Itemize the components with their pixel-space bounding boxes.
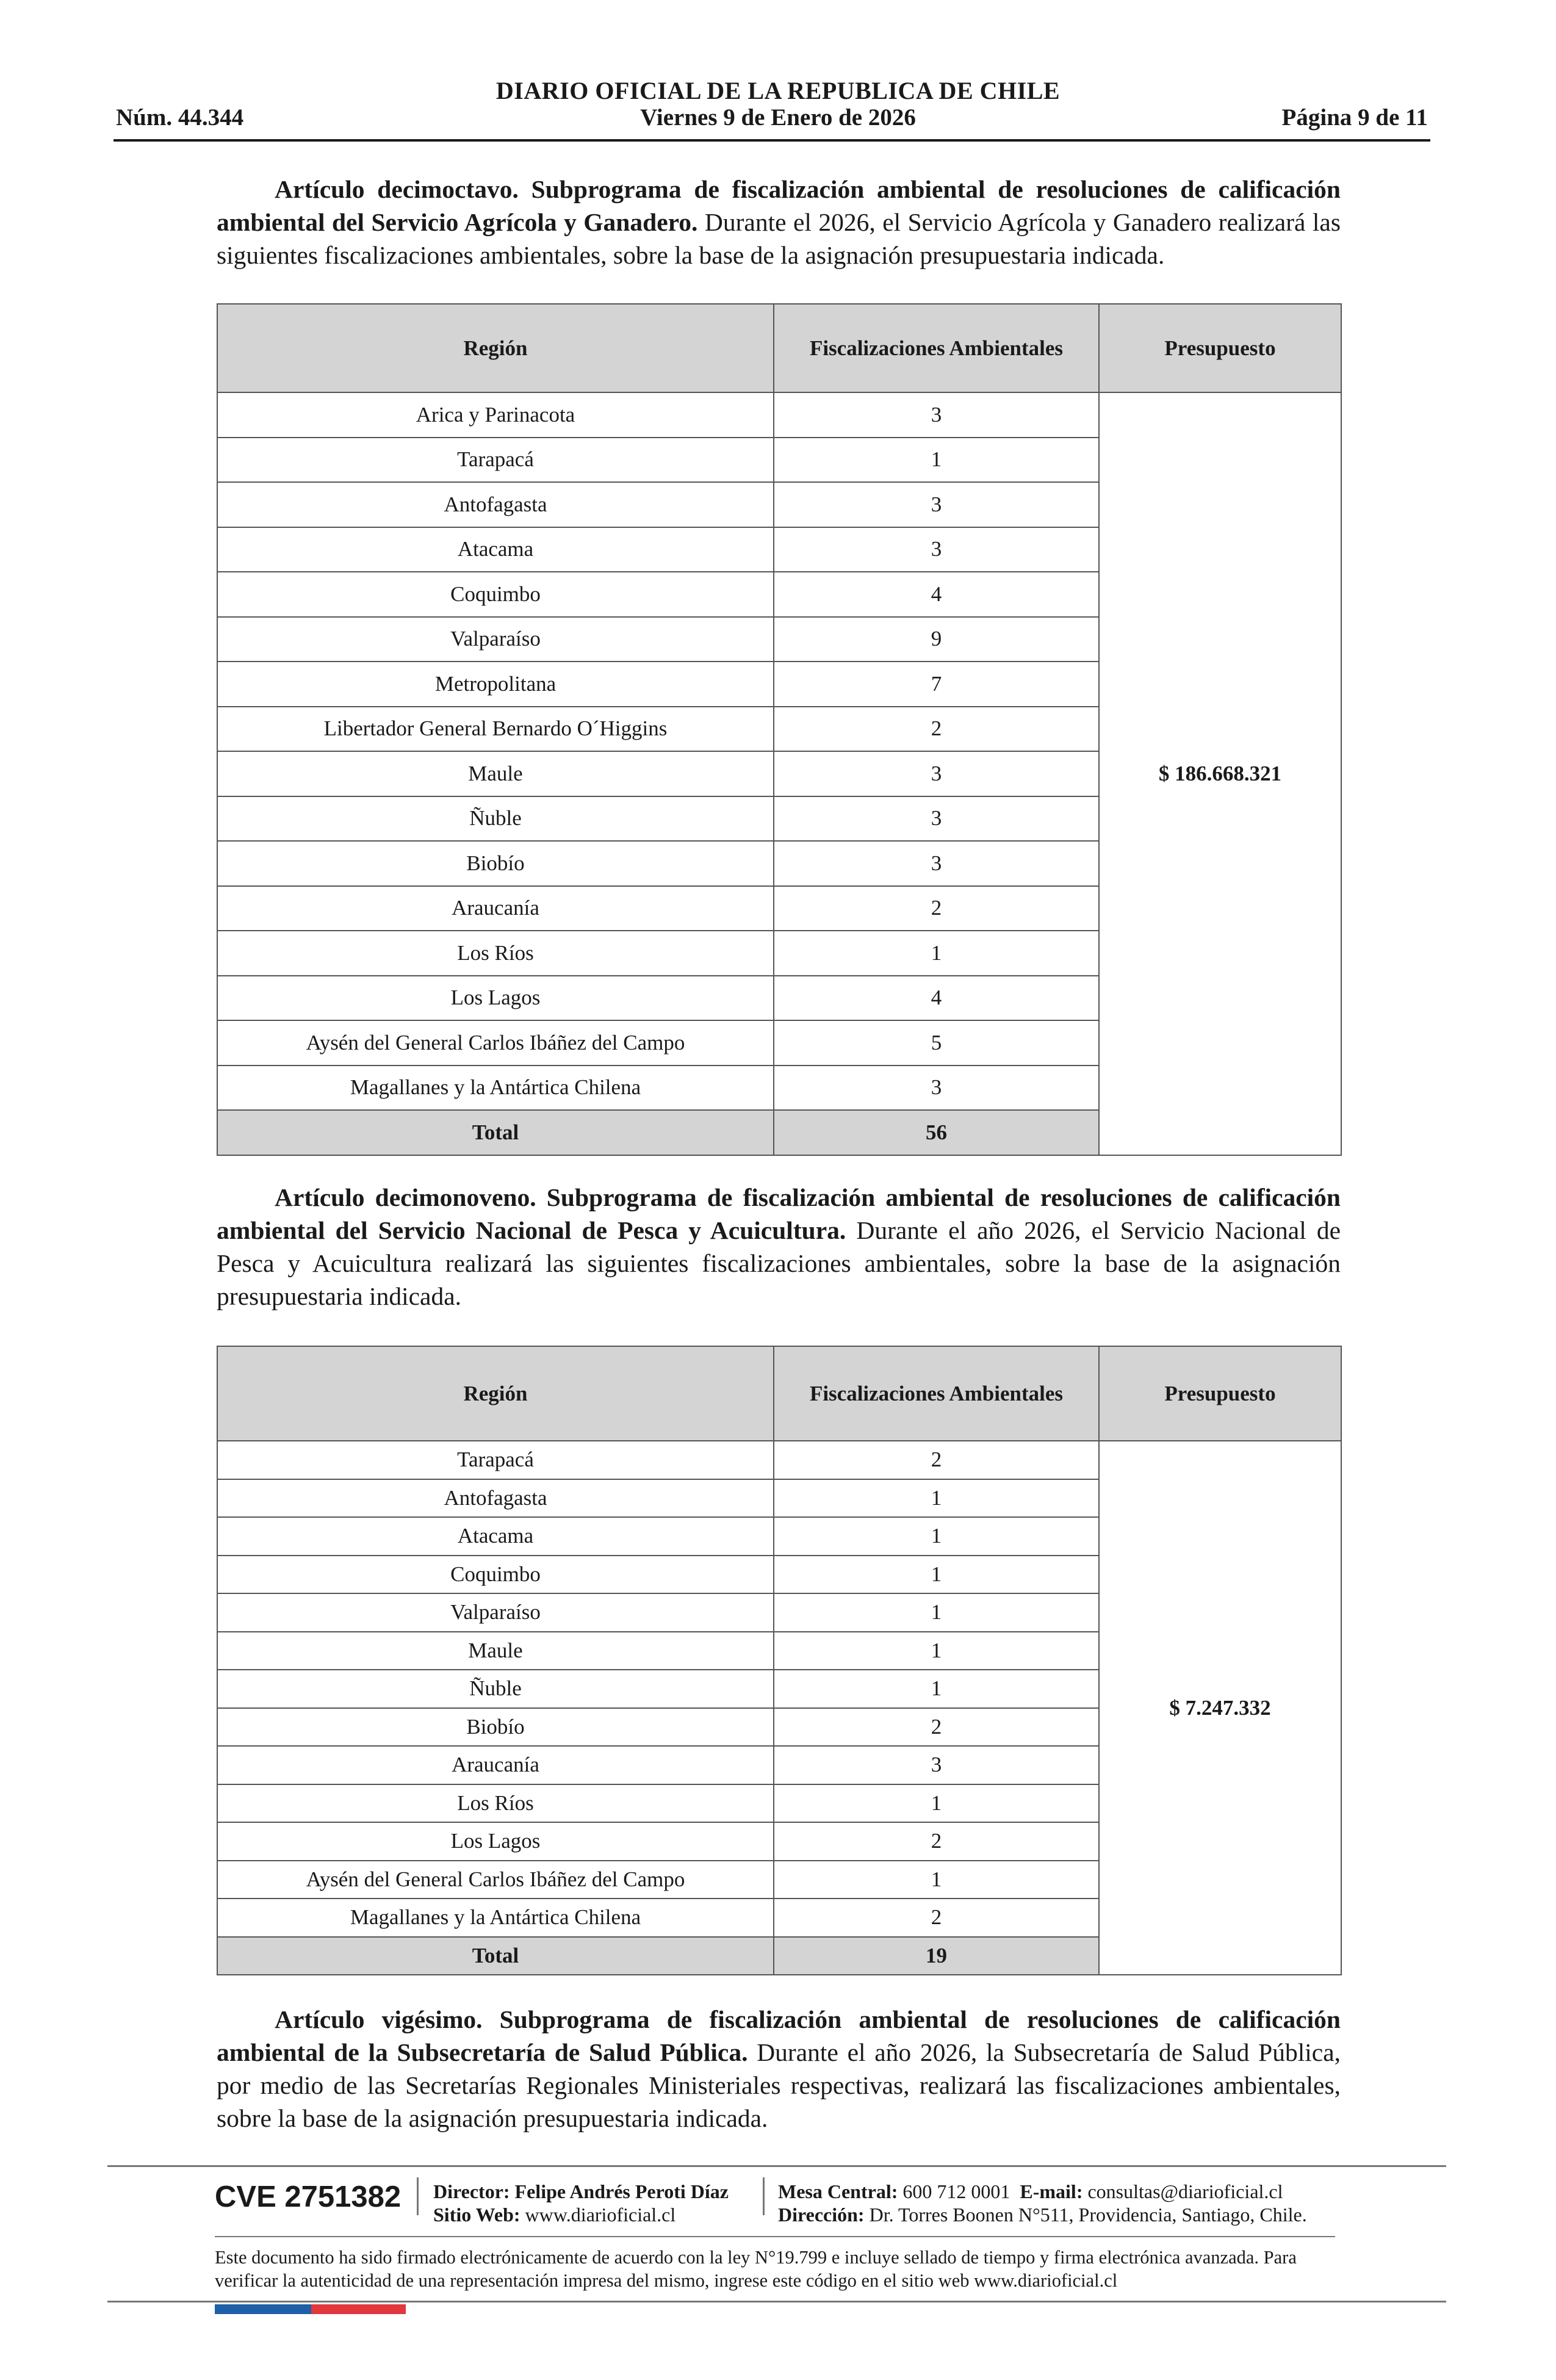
region-cell: Coquimbo [217,572,774,617]
address-label: Dirección: [778,2204,865,2226]
region-cell: Los Lagos [217,1822,774,1861]
inspections-cell: 5 [774,1020,1099,1066]
column-header-budget: Presupuesto [1099,1346,1341,1441]
article-19-paragraph [217,1181,1341,1313]
footer-divider [107,2165,1446,2167]
director-label: Director: [433,2180,510,2202]
email-label: E-mail: [1020,2180,1083,2202]
region-cell: Libertador General Bernardo O´Higgins [217,707,774,752]
article-20-paragraph [217,2003,1341,2135]
total-label: Total [217,1937,774,1975]
inspections-cell: 1 [774,1479,1099,1518]
inspections-cell: 3 [774,1066,1099,1111]
inspections-cell: 1 [774,1556,1099,1594]
phone-label: Mesa Central: [778,2180,898,2202]
total-label: Total [217,1110,774,1155]
inspections-cell: 4 [774,572,1099,617]
region-cell: Aysén del General Carlos Ibáñez del Campo [217,1861,774,1899]
inspections-cell: 2 [774,707,1099,752]
region-cell: Araucanía [217,1746,774,1784]
phone-number: 600 712 0001 [902,2180,1010,2202]
region-cell: Los Ríos [217,1784,774,1823]
column-header-region: Región [217,1346,774,1441]
publication-date: Viernes 9 de Enero de 2026 [640,104,916,131]
inspections-cell: 4 [774,976,1099,1021]
inspections-cell: 2 [774,1822,1099,1861]
inspections-cell: 3 [774,392,1099,438]
article-20-heading: Artículo vigésimo. Subprograma de fiscalización ambiental de resoluciones de calificación ambiental de la Subsecretaría de Salud Pública. [217,2005,1341,2066]
address-text: Dr. Torres Boonen N°511, Providencia, Santiago, Chile. [869,2204,1307,2226]
sag-inspections-table [217,303,1342,1156]
inspections-cell: 3 [774,841,1099,886]
region-cell: Los Lagos [217,976,774,1021]
inspections-cell: 3 [774,482,1099,527]
region-cell: Magallanes y la Antártica Chilena [217,1066,774,1111]
region-cell: Valparaíso [217,617,774,662]
inspections-cell: 2 [774,1899,1099,1937]
region-cell: Biobío [217,1708,774,1747]
region-cell: Magallanes y la Antártica Chilena [217,1899,774,1937]
inspections-cell: 9 [774,617,1099,662]
budget-cell: $ 7.247.332 [1099,1441,1341,1975]
inspections-cell: 1 [774,1632,1099,1670]
inspections-cell: 1 [774,931,1099,976]
inspections-cell: 1 [774,1861,1099,1899]
director-name: Felipe Andrés Peroti Díaz [514,2180,729,2202]
table-row [217,392,1341,438]
issue-number: Núm. 44.344 [116,104,244,131]
column-header-budget: Presupuesto [1099,304,1341,392]
inspections-cell: 1 [774,1784,1099,1823]
region-cell: Arica y Parinacota [217,392,774,438]
inspections-cell: 3 [774,751,1099,796]
region-cell: Antofagasta [217,1479,774,1518]
article-19-body: Durante el año 2026, el Servicio Nacional de Pesca y Acuicultura realizará las siguientes fiscalizaciones ambientales, sobre la base de la asignación presupuestaria indicada. [217,1216,1341,1310]
region-cell: Los Ríos [217,931,774,976]
sernapesca-inspections-table [217,1346,1342,1975]
region-cell: Tarapacá [217,1441,774,1479]
region-cell: Araucanía [217,886,774,931]
region-cell: Atacama [217,1517,774,1556]
article-19-heading: Artículo decimonoveno. Subprograma de fiscalización ambiental de resoluciones de calificación ambiental del Servicio Nacional de Pesca y Acuicultura. [217,1183,1341,1244]
footer-inner-divider [215,2236,1335,2237]
total-value: 56 [774,1110,1099,1155]
region-cell: Biobío [217,841,774,886]
flag-stripe-blue [215,2304,311,2314]
inspections-cell: 2 [774,1441,1099,1479]
article-18-paragraph [217,173,1341,272]
footer-separator [417,2177,419,2215]
region-cell: Tarapacá [217,438,774,483]
inspections-cell: 2 [774,1708,1099,1747]
region-cell: Aysén del General Carlos Ibáñez del Campo [217,1020,774,1066]
table-row [217,1441,1341,1479]
footer-separator [763,2177,765,2215]
inspections-cell: 2 [774,886,1099,931]
publication-title: DIARIO OFICIAL DE LA REPUBLICA DE CHILE [495,77,1061,104]
inspections-cell: 3 [774,527,1099,572]
page-number: Página 9 de 11 [1281,104,1428,131]
region-cell: Ñuble [217,1670,774,1708]
footer-contact-block [778,2180,1307,2226]
inspections-cell: 3 [774,1746,1099,1784]
region-cell: Ñuble [217,796,774,842]
column-header-inspections: Fiscalizaciones Ambientales [774,1346,1099,1441]
flag-stripe-red [311,2304,406,2314]
column-header-region: Región [217,304,774,392]
table-header-row [217,304,1341,392]
website-link[interactable]: www.diarioficial.cl [525,2204,676,2226]
inspections-cell: 1 [774,438,1099,483]
region-cell: Coquimbo [217,1556,774,1594]
inspections-cell: 1 [774,1670,1099,1708]
website-label: Sitio Web: [433,2204,520,2226]
region-cell: Metropolitana [217,662,774,707]
article-18-heading: Artículo decimoctavo. Subprograma de fiscalización ambiental de resoluciones de calificación ambiental del Servicio Agrícola y Ganadero. [217,175,1341,236]
region-cell: Valparaíso [217,1593,774,1632]
email-link[interactable]: consultas@diarioficial.cl [1087,2180,1283,2202]
column-header-inspections: Fiscalizaciones Ambientales [774,304,1099,392]
inspections-cell: 3 [774,796,1099,842]
inspections-cell: 1 [774,1517,1099,1556]
article-20-body: Durante el año 2026, la Subsecretaría de Salud Pública, por medio de las Secretarías Regionales Ministeriales respectivas, realizará las fiscalizaciones ambientales, sobre la base de la asignación presupuestaria indicada. [217,2038,1341,2132]
inspections-cell: 1 [774,1593,1099,1632]
footer-director-block [433,2180,729,2226]
region-cell: Maule [217,751,774,796]
total-value: 19 [774,1937,1099,1975]
region-cell: Antofagasta [217,482,774,527]
article-18-body: Durante el 2026, el Servicio Agrícola y Ganadero realizará las siguientes fiscalizaciones ambientales, sobre la base de la asignación presupuestaria indicada. [217,208,1341,269]
region-cell: Atacama [217,527,774,572]
table-header-row [217,1346,1341,1441]
cve-code: CVE 2751382 [215,2180,402,2213]
inspections-cell: 7 [774,662,1099,707]
budget-cell: $ 186.668.321 [1099,392,1341,1155]
region-cell: Maule [217,1632,774,1670]
footer-bottom-divider [107,2301,1446,2302]
signature-notice: Este documento ha sido firmado electrónicamente de acuerdo con la ley N°19.799 e incluye sellado de tiempo y firma electrónica avanzada. Para verificar la autenticidad de una representación impresa del mismo, ingrese este código en el sitio web www.diarioficial.cl [215,2247,1297,2291]
header-divider [113,139,1430,142]
